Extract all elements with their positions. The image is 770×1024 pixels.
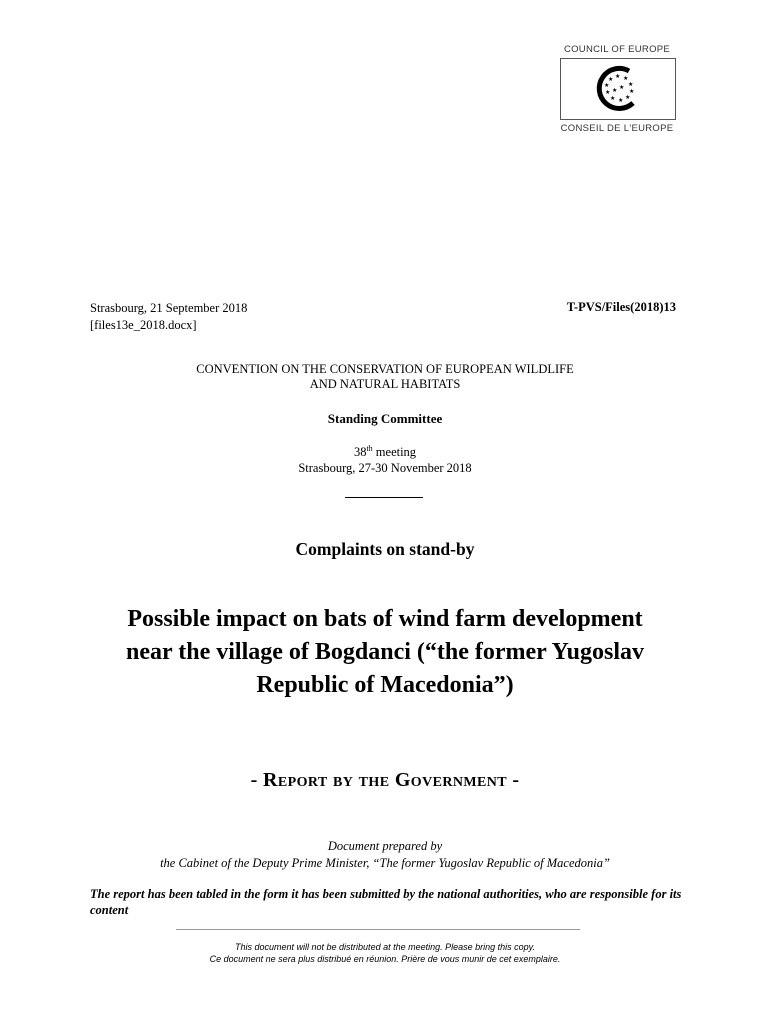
- distribution-notice: [0, 941, 770, 965]
- svg-text:★: ★: [623, 75, 629, 82]
- svg-text:★: ★: [619, 84, 625, 91]
- svg-text:★: ★: [612, 87, 618, 94]
- prepared-by: [0, 838, 770, 872]
- svg-text:★: ★: [615, 73, 621, 80]
- meeting-info: [0, 441, 770, 476]
- document-meta: [90, 300, 247, 334]
- svg-text:★: ★: [628, 81, 634, 88]
- title-line-3: Republic of Macedonia”): [256, 672, 514, 698]
- document-reference: T-PVS/Files(2018)13: [566, 300, 676, 314]
- distribution-notice-fr: Ce document ne sera plus distribué en réunion. Prière de vous munir de cet exemplaire.: [209, 954, 561, 964]
- convention-line-1: CONVENTION ON THE CONSERVATION OF EUROPEAN WILDLIFE: [196, 362, 574, 376]
- file-name: [files13e_2018.docx]: [90, 318, 197, 332]
- svg-text:★: ★: [629, 88, 635, 95]
- section-heading: Complaints on stand-by: [295, 539, 475, 559]
- place-date: Strasbourg, 21 September 2018: [90, 301, 248, 315]
- council-of-europe-logo-top-text: COUNCIL OF EUROPE: [563, 44, 671, 55]
- responsibility-note: The report has been tabled in the form it has been submitted by the national authorities, who are responsible for its content: [90, 887, 682, 917]
- convention-line-2: AND NATURAL HABITATS: [309, 377, 461, 391]
- document-title: [0, 603, 770, 702]
- title-line-1: Possible impact on bats of wind farm development: [127, 606, 643, 632]
- committee-name: Standing Committee: [327, 411, 443, 426]
- meeting-number: 38th meeting: [353, 444, 417, 460]
- svg-text:★: ★: [605, 89, 611, 96]
- council-of-europe-emblem: [560, 58, 676, 120]
- meeting-location-dates: Strasbourg, 27-30 November 2018: [298, 461, 472, 476]
- convention-title: [0, 362, 770, 392]
- svg-text:★: ★: [618, 97, 624, 104]
- svg-text:★: ★: [608, 76, 614, 83]
- prepared-by-line-1: Document prepared by: [327, 839, 443, 853]
- report-heading: - Report by the Government -: [250, 769, 520, 791]
- svg-text:★: ★: [625, 94, 631, 101]
- stars-circle-icon: [561, 59, 675, 119]
- svg-text:★: ★: [610, 95, 616, 102]
- svg-text:★: ★: [604, 82, 610, 89]
- title-line-2: near the village of Bogdanci (“the former Yugoslav: [126, 639, 644, 665]
- distribution-notice-en: This document will not be distributed at the meeting. Please bring this copy.: [235, 942, 535, 952]
- footer-rule: [176, 929, 580, 930]
- prepared-by-line-2: the Cabinet of the Deputy Prime Minister, “The former Yugoslav Republic of Macedonia”: [160, 856, 610, 870]
- council-of-europe-logo-bottom-text: CONSEIL DE L'EUROPE: [560, 123, 674, 134]
- separator-rule: [345, 497, 423, 498]
